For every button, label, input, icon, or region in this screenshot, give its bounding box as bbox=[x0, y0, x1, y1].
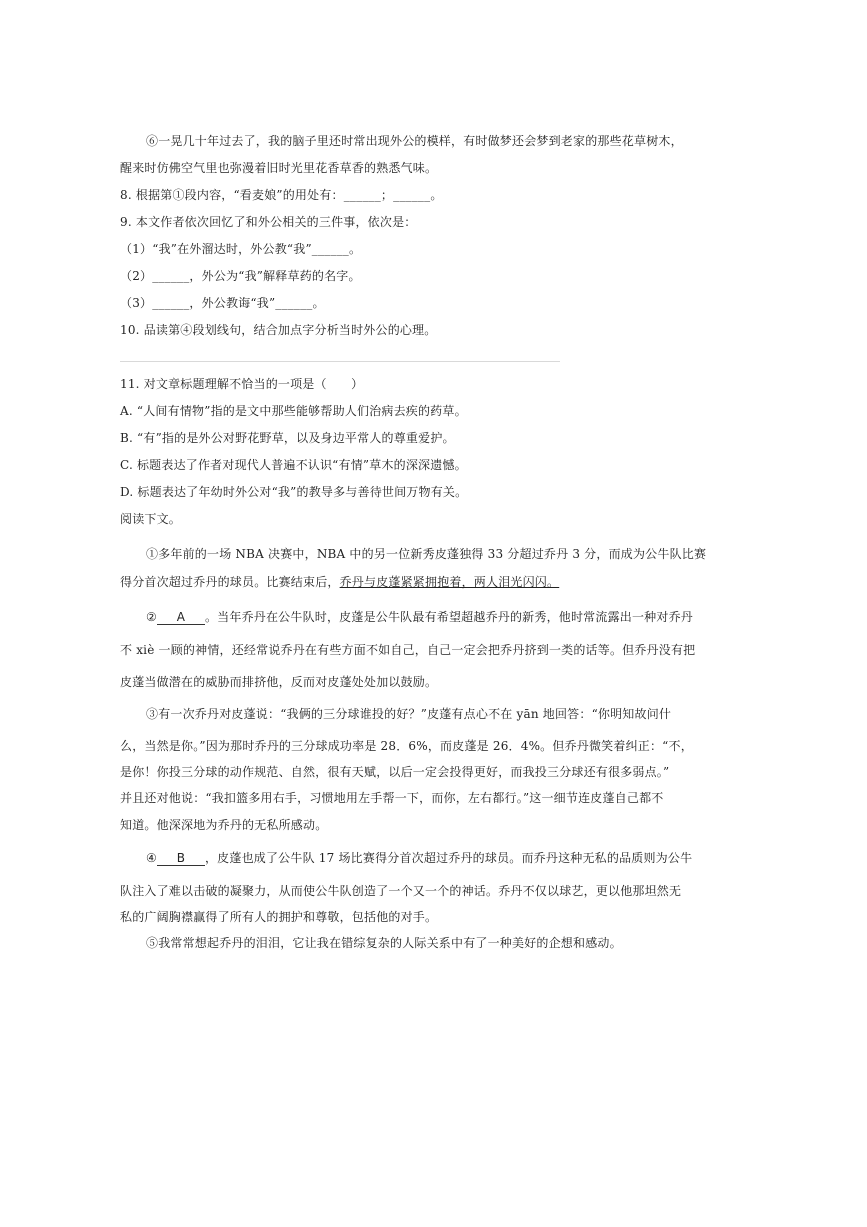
passage2-paragraph2-line2: 不 xiè 一顾的神情，还经常说乔丹在有些方面不如自己，自己一定会把乔丹挤到一类的话等。但乔丹没有把 bbox=[120, 643, 696, 657]
passage2-paragraph5-line1: ⑤我常常想起乔丹的泪泪，它让我在错综复杂的人际关系中有了一种美好的企想和感动。 bbox=[146, 936, 622, 950]
paragraph4-number: ④ bbox=[146, 851, 157, 865]
passage2-paragraph3-line3: 是你！你投三分球的动作规范、自然，很有天赋，以后一定会投得更好，而我投三分球还有很多弱点。” bbox=[120, 765, 670, 779]
question-9-item-2: （2）______，外公为“我”解释草药的名字。 bbox=[120, 269, 361, 283]
question-9: 9. 本文作者依次回忆了和外公相关的三件事，依次是： bbox=[120, 215, 417, 229]
passage2-paragraph2-line1 bbox=[146, 609, 693, 625]
passage2-paragraph3-line2: 么，当然是你。”因为那时乔丹的三分球成功率是 28．6%，而皮蓬是 26．4%。但乔丹微笑着纠正：“不， bbox=[120, 739, 693, 753]
question-10: 10. 品读第④段划线句，结合加点字分析当时外公的心理。 bbox=[120, 323, 437, 337]
question-11-option-c: C. 标题表达了作者对现代人普遍不认识“有情”草木的深深遗憾。 bbox=[120, 458, 467, 472]
question-9-item-3: （3）______，外公教诲“我”______。 bbox=[120, 296, 325, 310]
paragraph2-number: ② bbox=[146, 610, 157, 624]
question-11-option-d: D. 标题表达了年幼时外公对“我”的教导多与善待世间万物有关。 bbox=[120, 485, 468, 499]
passage2-paragraph2-line3: 皮蓬当做潜在的威胁而排挤他，反而对皮蓬处处加以鼓励。 bbox=[120, 675, 438, 689]
question-11-option-a: A. “人间有情物”指的是文中那些能够帮助人们治病去疾的药草。 bbox=[120, 404, 467, 418]
blank-a: A bbox=[157, 610, 205, 625]
blank-b: B bbox=[157, 851, 205, 866]
paragraph4-line1-text: ，皮蓬也成了公牛队 17 场比赛得分首次超过乔丹的球员。而乔丹这种无私的品质则为公牛 bbox=[204, 851, 693, 865]
section-divider bbox=[120, 361, 560, 362]
passage2-paragraph1-line1: ①多年前的一场 NBA 决赛中，NBA 中的另一位新秀皮蓬独得 33 分超过乔丹 3 分，而成为公牛队比赛 bbox=[146, 547, 707, 561]
question-8: 8. 根据第①段内容，“看麦娘”的用处有：______；______。 bbox=[120, 188, 443, 202]
passage2-paragraph3-line5: 知道。他深深地为乔丹的无私所感动。 bbox=[120, 818, 328, 832]
paragraph2-line1-text: 。当年乔丹在公牛队时，皮蓬是公牛队最有希望超越乔丹的新秀，他时常流露出一种对乔丹 bbox=[204, 610, 693, 624]
underlined-sentence: 乔丹与皮蓬紧紧拥抱着，两人泪光闪闪。 bbox=[339, 575, 560, 589]
question-9-item-1: （1）“我”在外溜达时，外公教“我”______。 bbox=[120, 242, 362, 256]
passage2-paragraph4-line2: 队注入了难以击破的凝聚力，从而使公牛队创造了一个又一个的神话。乔丹不仅以球艺，更以他那坦然无 bbox=[120, 884, 682, 898]
passage2-paragraph4-line1 bbox=[146, 850, 692, 866]
passage2-paragraph3-line1: ③有一次乔丹对皮蓬说：“我俩的三分球谁投的好？”皮蓬有点心不在 yān 地回答：“你明知故问什 bbox=[146, 707, 672, 721]
passage1-paragraph6-line2: 醒来时仿佛空气里也弥漫着旧时光里花香草香的熟悉气味。 bbox=[120, 161, 438, 175]
reading-intro: 阅读下文。 bbox=[120, 512, 182, 526]
passage2-paragraph4-line3: 私的广阔胸襟赢得了所有人的拥护和尊敬，包括他的对手。 bbox=[120, 910, 438, 924]
question-11: 11. 对文章标题理解不恰当的一项是（ ） bbox=[120, 377, 364, 391]
passage1-paragraph6-line1: ⑥一晃几十年过去了，我的脑子里还时常出现外公的模样，有时做梦还会梦到老家的那些花草树木， bbox=[146, 134, 683, 148]
passage2-paragraph1-line2 bbox=[120, 574, 559, 590]
passage2-paragraph1-line2-text: 得分首次超过乔丹的球员。比赛结束后， bbox=[120, 575, 340, 589]
passage2-paragraph3-line4: 并且还对他说：“我扣篮多用右手，习惯地用左手帮一下，而你，左右都行。”这一细节连皮蓬自己都不 bbox=[120, 791, 664, 805]
question-11-option-b: B. “有”指的是外公对野花野草，以及身边平常人的尊重爱护。 bbox=[120, 431, 455, 445]
